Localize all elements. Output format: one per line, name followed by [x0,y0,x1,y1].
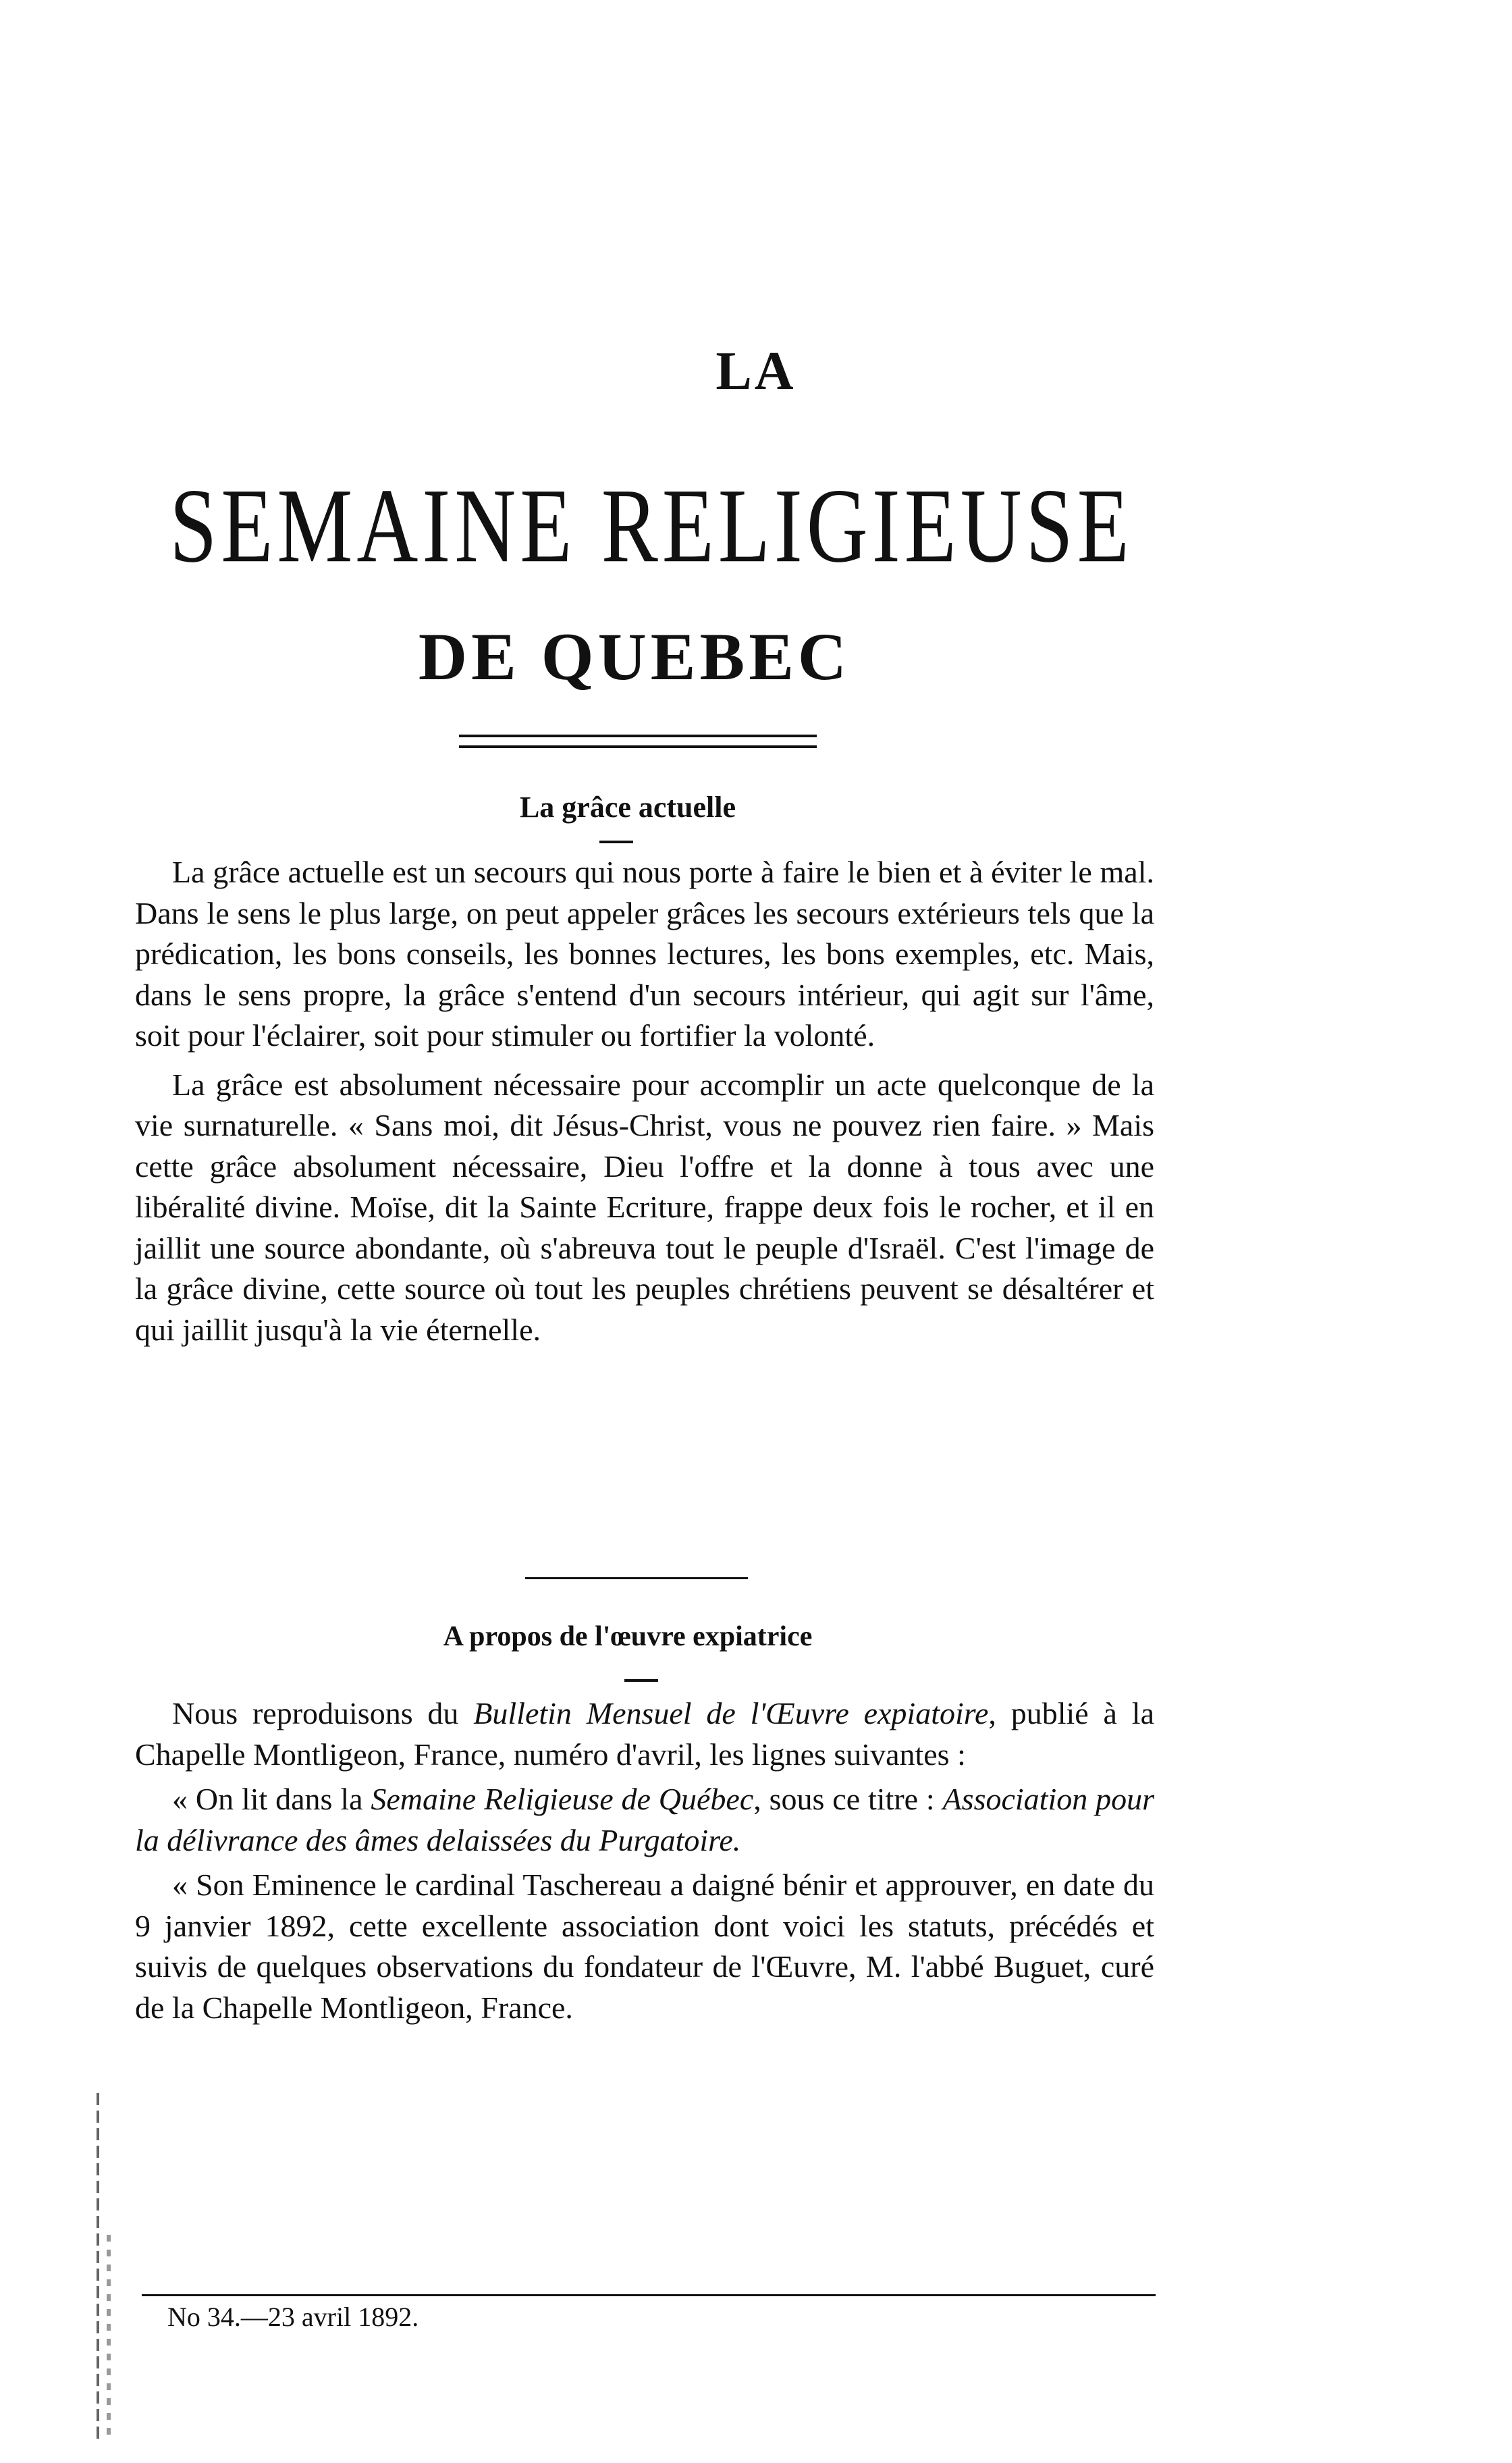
section-dash [624,1679,658,1682]
association-title: Association pour la délivrance des âmes delaissées du Purgatoire. [135,1782,1154,1857]
text-run: , publié à la Chapelle Montligeon, France, numéro d'avril, les lignes suivantes : [135,1696,1154,1772]
masthead-la: LA [716,342,796,401]
bulletin-title: Bulletin Mensuel de l'Œuvre expiatoire [473,1696,989,1730]
paragraph [135,1693,1154,1775]
periodical-title: Semaine Religieuse de Québec [371,1782,754,1816]
binding-edge-mark [107,2235,111,2437]
masthead-subtitle: DE QUEBEC [418,619,851,694]
section-body-oeuvre [135,1693,1154,2028]
text-run: « On lit dans la [172,1782,371,1816]
section-separator [525,1577,748,1579]
text-run: Nous reproduisons du [172,1696,474,1730]
paragraph [135,1779,1154,1861]
paragraph: « Son Eminence le cardinal Taschereau a daigné bénir et approuver, en date du 9 janvier 1892, cette excellente association dont voici les statuts, précédés et suivis de quelques observations du fondateur de l'Œuvre, M. l'abbé Buguet, curé de la Chapelle Montligeon, France. [135,1868,1154,2025]
section-body-grace [135,852,1154,1350]
binding-edge-mark [97,2093,99,2444]
section-title-oeuvre: A propos de l'œuvre expiatrice [443,1621,813,1652]
masthead-double-rule [459,735,817,748]
issue-number: No 34.—23 avril 1892. [167,2302,419,2332]
paragraph: La grâce est absolument nécessaire pour accomplir un acte quelconque de la vie surnaturelle. « Sans moi, dit Jésus-Christ, vous ne pouvez rien faire. » Mais cette grâce absolument nécessaire, Dieu l'offre et la donne à tous avec une libéralité divine. Moïse, dit la Sainte Ecriture, frappe deux fois le rocher, et il en jaillit une source abondante, où s'abreuva tout le peuple d'Israël. C'est l'image de la grâce divine, cette source où tout les peuples chrétiens peuvent se désaltérer et qui jaillit jusqu'à la vie éternelle. [135,1067,1154,1347]
section-title-grace: La grâce actuelle [519,791,736,824]
section-dash [599,841,633,843]
masthead-title: SEMAINE RELIGIEUSE [169,467,1133,585]
footer-rule [142,2294,1156,2296]
paragraph: La grâce actuelle est un secours qui nous porte à faire le bien et à éviter le mal. Dans le sens le plus large, on peut appeler grâces les secours extérieurs tels que la prédication, les bons conseils, les bonnes lectures, les bons exemples, etc. Mais, dans le sens propre, la grâce s'entend d'un secours intérieur, qui agit sur l'âme, soit pour l'éclairer, soit pour stimuler ou fortifier la volonté. [135,855,1154,1053]
text-run: , sous ce titre : [753,1782,943,1816]
